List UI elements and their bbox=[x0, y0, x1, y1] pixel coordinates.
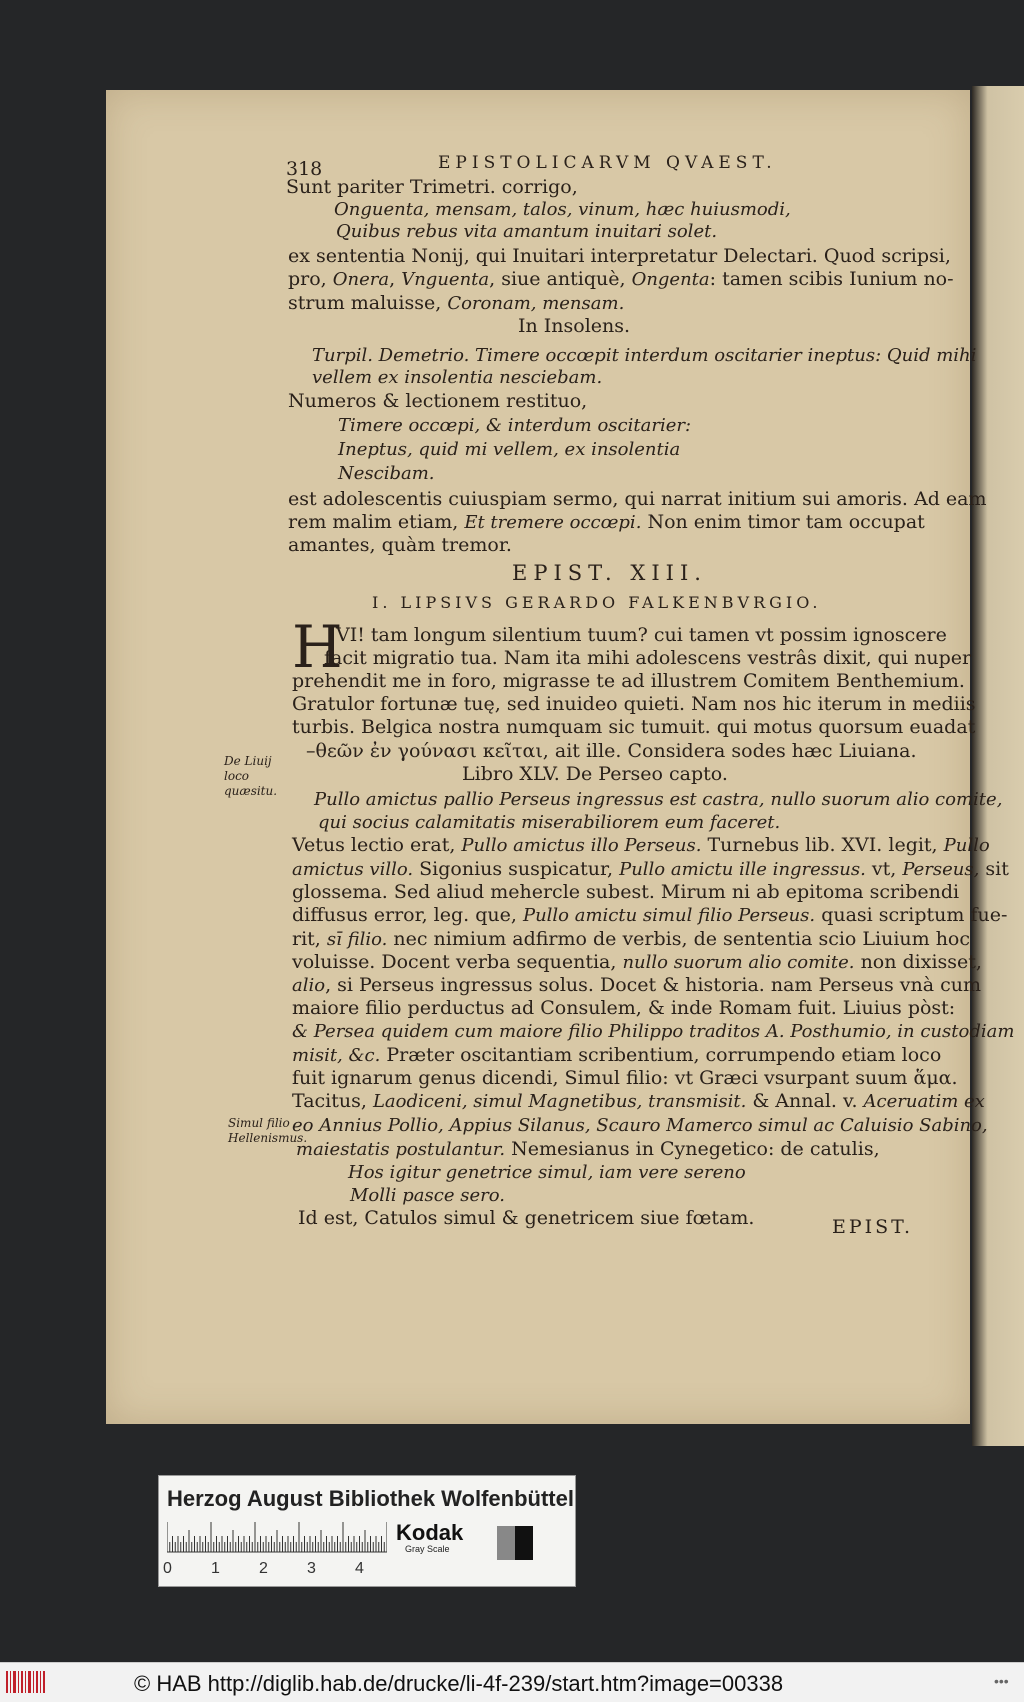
scale-number: 0 bbox=[163, 1560, 172, 1577]
roman-run: prehendit me in foro, migrasse te ad illustrem Comitem Benthemium. bbox=[292, 670, 965, 692]
italic-run: eo Annius Pollio, Appius Silanus, Scauro Mamerco simul ac Caluisio Sabino, bbox=[292, 1115, 988, 1136]
viewer-footer bbox=[0, 1662, 1024, 1702]
kodak-logo: Kodak bbox=[396, 1520, 464, 1545]
margin-note: De Liuij loco quæsitu. bbox=[224, 754, 278, 798]
color-card bbox=[158, 1475, 576, 1587]
text-line bbox=[314, 788, 1002, 811]
italic-run: Vnguenta bbox=[401, 269, 490, 290]
text-line bbox=[292, 1020, 1014, 1043]
running-title: EPISTOLICARVM QVAEST. bbox=[438, 153, 777, 173]
text-line bbox=[292, 951, 982, 974]
text-line bbox=[292, 928, 970, 951]
roman-run: rit, bbox=[292, 928, 327, 950]
text-line bbox=[288, 245, 951, 268]
text-line bbox=[288, 488, 987, 511]
text-line bbox=[462, 763, 728, 786]
italic-run: Quibus rebus vita amantum inuitari solet. bbox=[336, 221, 718, 242]
roman-run: sit bbox=[979, 858, 1009, 880]
italic-run: Pullo amictus pallio Perseus ingressus est castra, nullo suorum alio comite, bbox=[314, 789, 1003, 810]
roman-run: EPIST. XIII. bbox=[512, 561, 707, 585]
roman-run: H bbox=[292, 613, 343, 681]
italic-run: alio bbox=[292, 975, 326, 996]
text-line bbox=[292, 904, 1007, 927]
black-swatch bbox=[515, 1526, 533, 1560]
text-line bbox=[292, 834, 990, 857]
roman-run: turbis. Belgica nostra numquam sic tumuit. qui motus quorsum euadat bbox=[292, 716, 976, 738]
italic-run: Pullo bbox=[943, 835, 990, 856]
text-line bbox=[292, 1114, 988, 1137]
text-line bbox=[350, 1184, 505, 1207]
text-line bbox=[348, 1161, 746, 1184]
roman-run: est adolescentis cuiuspiam sermo, qui narrat initium sui amoris. Ad eam bbox=[288, 488, 987, 510]
text-line bbox=[292, 1090, 985, 1113]
text-line bbox=[338, 462, 435, 485]
gray-scale-label: Gray Scale bbox=[405, 1544, 450, 1554]
roman-run: –θεῶν ἐν γούνασι κεῖται, ait ille. Considera sodes hæc Liuiana. bbox=[306, 740, 917, 762]
text-line bbox=[334, 198, 791, 221]
text-line bbox=[306, 740, 917, 763]
roman-run: Vetus lectio erat, bbox=[292, 834, 462, 856]
hab-barcode-icon bbox=[6, 1669, 46, 1695]
italic-run: Laodiceni, simul Magnetibus, transmisit. bbox=[372, 1091, 747, 1112]
more-icon[interactable]: ••• bbox=[994, 1673, 1009, 1689]
italic-run: Molli pasce sero. bbox=[350, 1185, 505, 1206]
roman-run: Turnebus lib. XVI. legit, bbox=[701, 834, 944, 856]
italic-run: qui socius calamitatis miserabiliorem eum faceret. bbox=[318, 812, 781, 833]
text-line bbox=[336, 220, 717, 243]
italic-run: vellem ex insolentia nesciebam. bbox=[312, 367, 603, 388]
page-number: 318 bbox=[286, 158, 323, 180]
roman-run: Præter oscitantiam scribentium, corrumpendo etiam loco bbox=[380, 1044, 942, 1066]
italic-run: nullo suorum alio comite. bbox=[622, 952, 855, 973]
text-line bbox=[292, 1067, 958, 1090]
catchword: EPIST. bbox=[832, 1216, 914, 1238]
roman-run: , si Perseus ingressus solus. Docet & historia. nam Perseus vnà cum bbox=[325, 974, 982, 996]
italic-run: Perseus, bbox=[902, 859, 980, 880]
italic-run: Ineptus, quid mi vellem, ex insolentia bbox=[338, 439, 681, 460]
text-line bbox=[296, 1138, 880, 1161]
roman-run: fuit ignarum genus dicendi, Simul filio: vt Græci vsurpant suum ἅμα. bbox=[292, 1067, 958, 1089]
roman-run: Sunt pariter Trimetri. corrigo, bbox=[286, 176, 578, 198]
italic-run: amictus villo. bbox=[292, 859, 414, 880]
roman-run: nec nimium adfirmo de verbis, de sententia scio Liuium hoc bbox=[387, 928, 971, 950]
text-line bbox=[292, 997, 955, 1020]
italic-run: Aceruatim ex bbox=[863, 1091, 985, 1112]
italic-run: Onguenta, mensam, talos, vinum, hæc huiusmodi, bbox=[334, 199, 791, 220]
roman-run: Tacitus, bbox=[292, 1090, 373, 1112]
roman-run: rem malim etiam, bbox=[288, 511, 465, 533]
text-line bbox=[292, 858, 1009, 881]
text-line bbox=[324, 647, 971, 670]
text-line bbox=[292, 1044, 941, 1067]
scale-number: 1 bbox=[211, 1560, 220, 1577]
text-line bbox=[288, 292, 624, 315]
roman-run: Numeros & lectionem restituo, bbox=[288, 390, 588, 412]
italic-run: Et tremere occœpi. bbox=[464, 512, 642, 533]
roman-run: : tamen scibis Iunium no- bbox=[709, 268, 954, 290]
roman-run: Nemesianus in Cynegetico: de catulis, bbox=[505, 1138, 880, 1160]
italic-run: Onera bbox=[332, 269, 390, 290]
italic-run: Nescibam. bbox=[338, 463, 435, 484]
roman-run: quasi scriptum fue- bbox=[815, 904, 1008, 926]
margin-note: Simul filio Hellenismus. bbox=[228, 1116, 308, 1145]
next-page-edge bbox=[972, 86, 1024, 1446]
text-line bbox=[292, 670, 965, 693]
source-link[interactable]: © HAB http://diglib.hab.de/drucke/li-4f-239/start.htm?image=00338 bbox=[134, 1671, 784, 1696]
roman-run: facit migratio tua. Nam ita mihi adolescens vestrâs dixit, qui nuper bbox=[324, 647, 972, 669]
ruler-scale bbox=[167, 1522, 387, 1556]
italic-run: Hos igitur genetrice simul, iam vere sereno bbox=[348, 1162, 746, 1183]
text-line bbox=[338, 414, 691, 437]
text-line bbox=[292, 881, 959, 904]
italic-run: Pullo amictu ille ingressus. bbox=[619, 859, 866, 880]
italic-run: maiestatis postulantur. bbox=[296, 1139, 506, 1160]
epistle-greeting bbox=[372, 591, 821, 614]
text-line bbox=[312, 366, 602, 389]
epistle-title bbox=[512, 562, 707, 585]
text-line bbox=[286, 176, 578, 199]
roman-run: , bbox=[389, 268, 402, 290]
text-line bbox=[312, 344, 976, 367]
italic-run: Pullo amictus illo Perseus. bbox=[461, 835, 702, 856]
italic-run: Coronam, mensam. bbox=[447, 293, 625, 314]
scale-number: 4 bbox=[355, 1560, 364, 1577]
roman-run: & Annal. v. bbox=[746, 1090, 864, 1112]
roman-run: strum maluisse, bbox=[288, 292, 448, 314]
roman-run: Non enim timor tam occupat bbox=[641, 511, 925, 533]
italic-run: Turpil. Demetrio. Timere occœpit interdum oscitarier ineptus: Quid mihi bbox=[312, 345, 977, 366]
text-line bbox=[338, 438, 680, 461]
text-line bbox=[336, 624, 947, 647]
text-line bbox=[292, 974, 981, 997]
roman-run: I. LIPSIVS GERARDO FALKENBVRGIO. bbox=[372, 593, 822, 612]
roman-run: pro, bbox=[288, 268, 333, 290]
text-line bbox=[292, 693, 976, 716]
italic-run: misit, &c. bbox=[292, 1045, 381, 1066]
text-line bbox=[318, 811, 780, 834]
roman-run: Gratulor fortunæ tuę, sed inuideo quieti. Nam nos hic iterum in mediis bbox=[292, 693, 976, 715]
italic-run: & Persea quidem cum maiore filio Philippo traditos A. Posthumio, in custodiam bbox=[292, 1021, 1015, 1042]
scale-number: 2 bbox=[259, 1560, 268, 1577]
text-line bbox=[288, 511, 925, 534]
italic-run: sī filio. bbox=[326, 929, 388, 950]
roman-run: glossema. Sed aliud mehercle subest. Mirum ni ab epitoma scribendi bbox=[292, 881, 960, 903]
text-line bbox=[518, 315, 630, 338]
roman-run: non dixisset, bbox=[854, 951, 982, 973]
roman-run: ex sententia Nonij, qui Inuitari interpretatur Delectari. Quod scripsi, bbox=[288, 245, 951, 267]
roman-run: diffusus error, leg. que, bbox=[292, 904, 523, 926]
roman-run: , siue antiquè, bbox=[489, 268, 632, 290]
roman-run: VI! tam longum silentium tuum? cui tamen vt possim ignoscere bbox=[336, 624, 947, 646]
gray-swatch bbox=[497, 1526, 515, 1560]
roman-run: vt, bbox=[865, 858, 903, 880]
text-line bbox=[298, 1207, 754, 1230]
roman-run: amantes, quàm tremor. bbox=[288, 534, 512, 556]
roman-run: voluisse. Docent verba sequentia, bbox=[292, 951, 623, 973]
book-page bbox=[106, 90, 1015, 1424]
italic-run: Pullo amictu simul filio Perseus. bbox=[522, 905, 816, 926]
italic-run: Timere occœpi, & interdum oscitarier: bbox=[338, 415, 692, 436]
roman-run: maiore filio perductus ad Consulem, & inde Romam fuit. Liuius pòst: bbox=[292, 997, 956, 1019]
text-line bbox=[288, 390, 587, 413]
roman-run: In Insolens. bbox=[518, 315, 631, 337]
card-title: Herzog August Bibliothek Wolfenbüttel bbox=[167, 1486, 574, 1511]
text-line bbox=[292, 716, 975, 739]
italic-run: Ongenta bbox=[631, 269, 710, 290]
text-line bbox=[288, 268, 954, 291]
scale-number: 3 bbox=[307, 1560, 316, 1577]
roman-run: Libro XLV. De Perseo capto. bbox=[462, 763, 728, 785]
text-line bbox=[288, 534, 512, 557]
roman-run: Sigonius suspicatur, bbox=[413, 858, 620, 880]
roman-run: Id est, Catulos simul & genetricem siue fœtam. bbox=[298, 1207, 755, 1229]
